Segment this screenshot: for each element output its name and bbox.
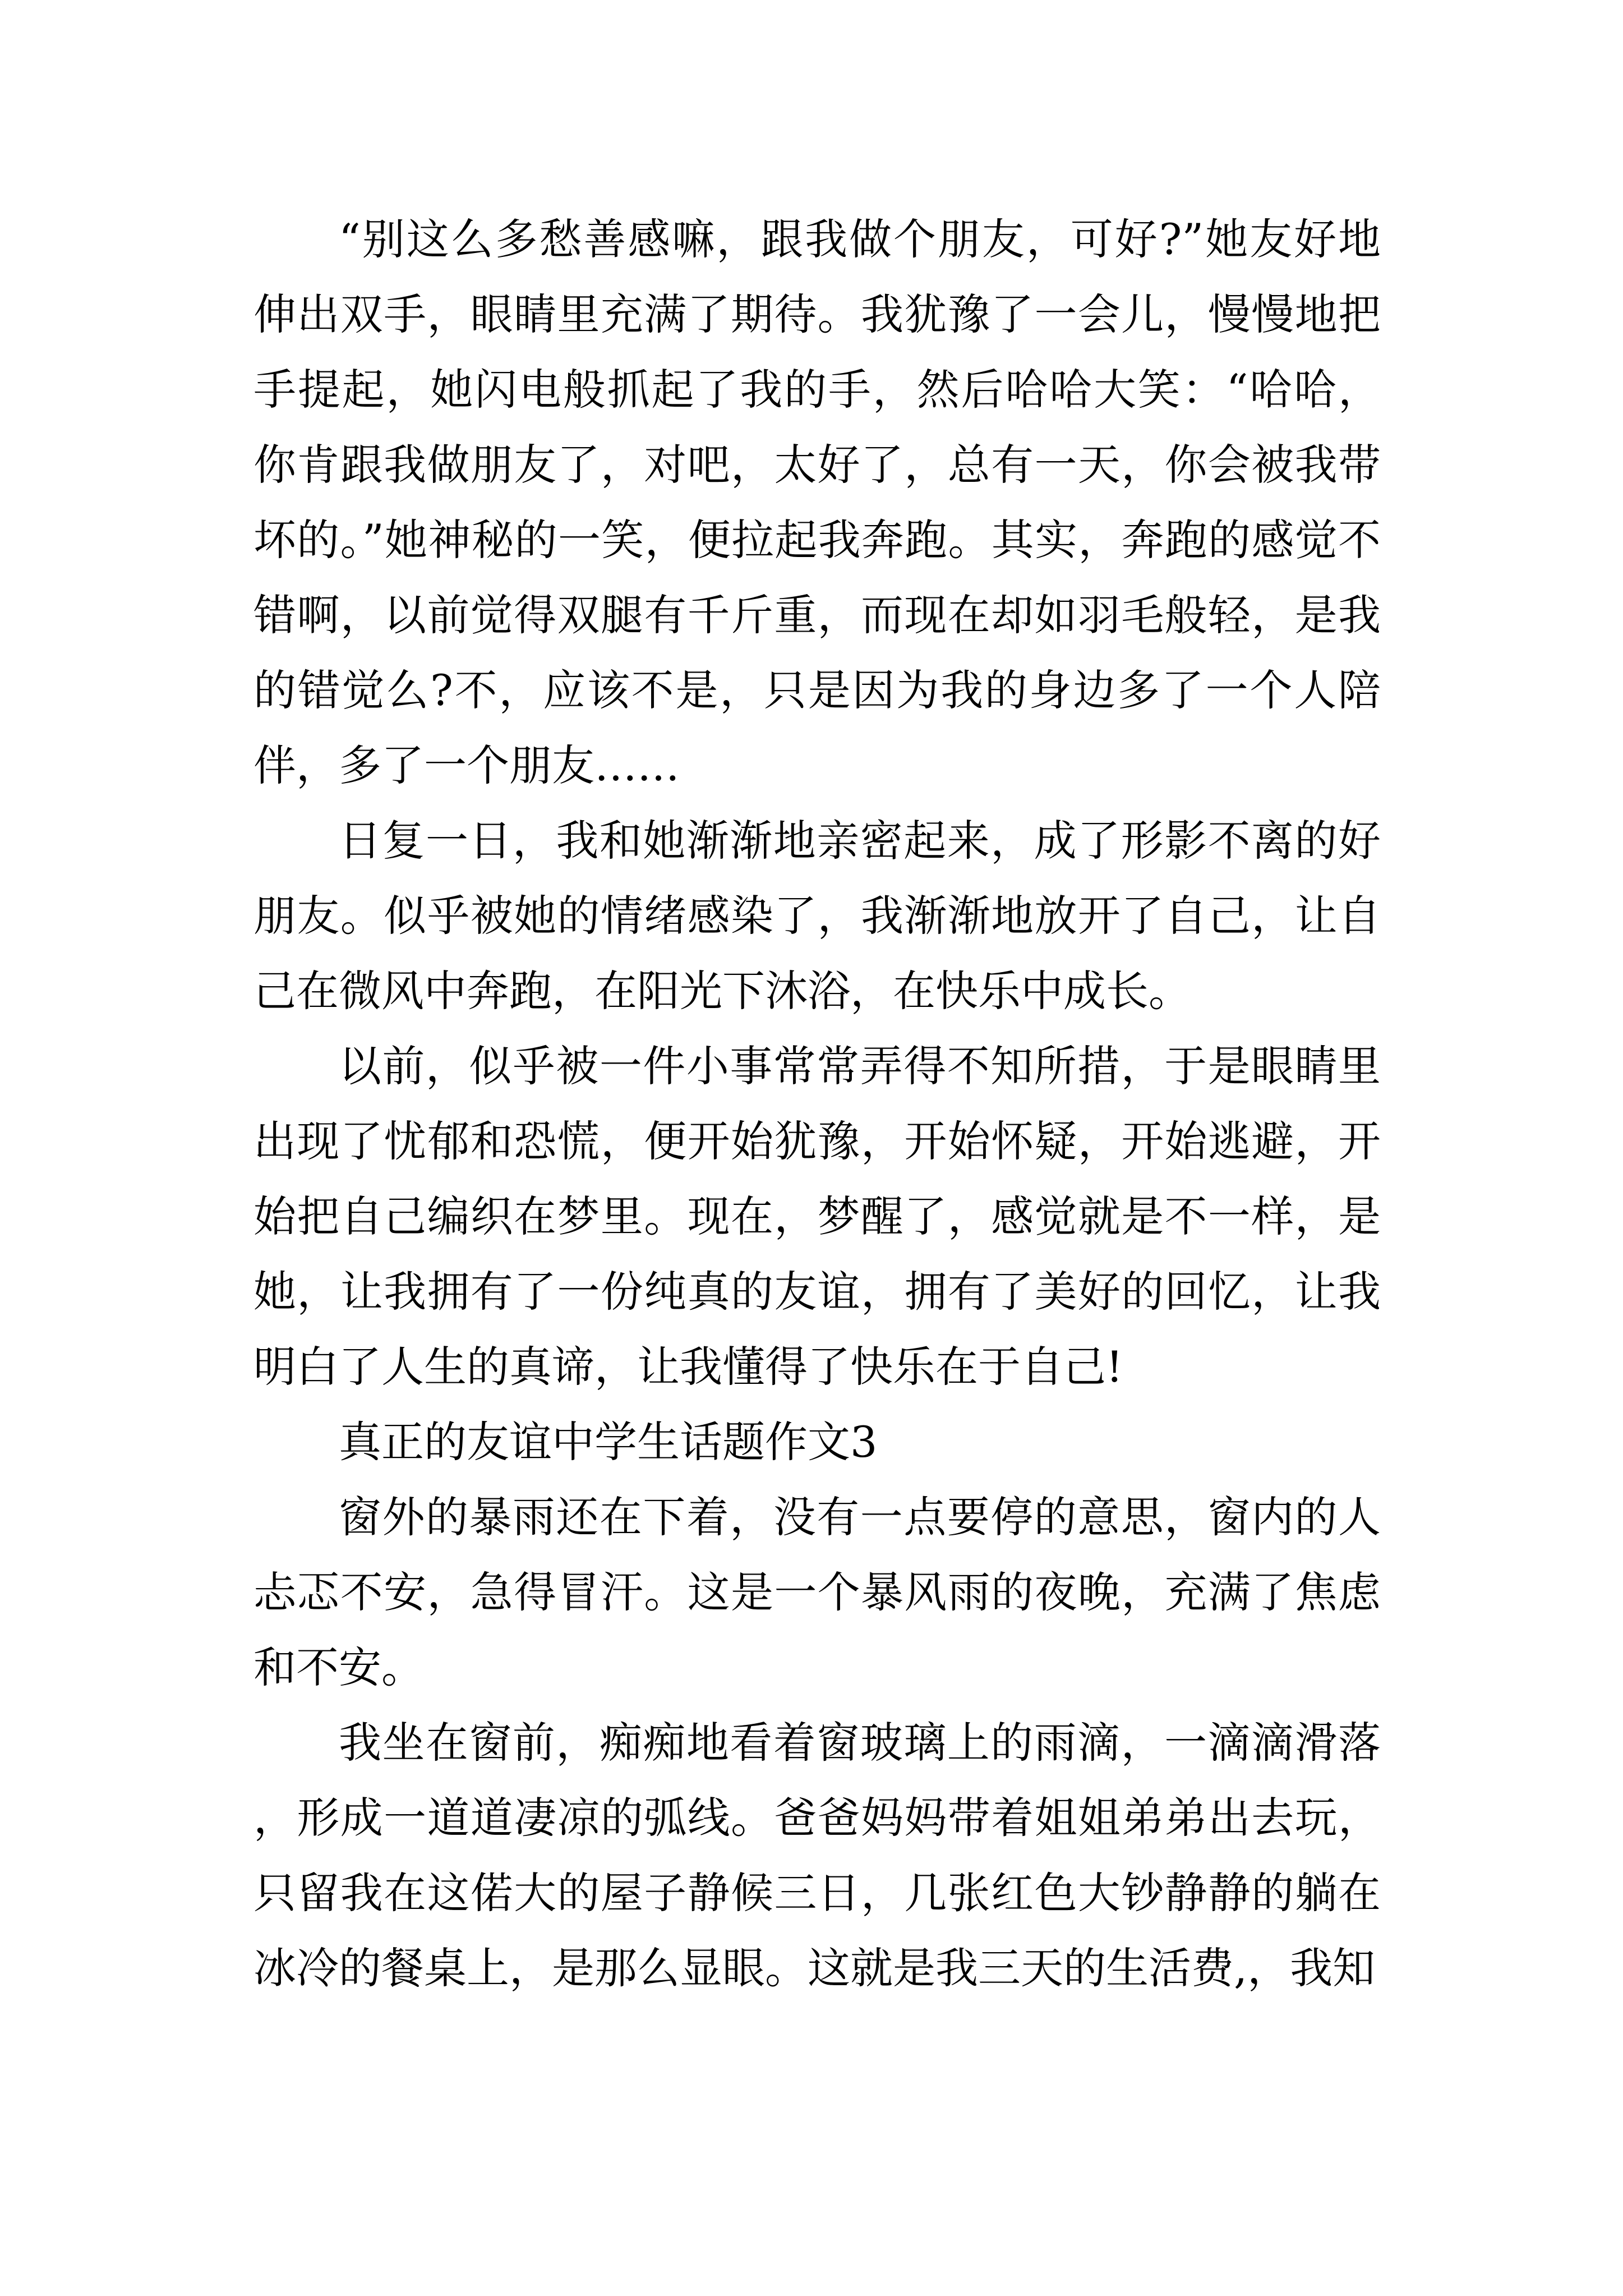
document-body (253, 202, 1381, 2006)
paragraph-growing-closer: 日复一日，我和她渐渐地亲密起来，成了形影不离的好朋友。似乎被她的情绪感染了，我渐渐地放开了自己，让自己在微风中奔跑，在阳光下沐浴，在快乐中成长。 (253, 816, 1381, 1016)
paragraph-friend-invitation: “别这么多愁善感嘛，跟我做个朋友，可好?”她友好地伸出双手，眼睛里充满了期待。我犹豫了一会儿，慢慢地把手提起，她闪电般抓起了我的手，然后哈哈大笑：“哈哈，你肯跟我做朋友了，对吧，太好了，总有一天，你会被我带坏的。”她神秘的一笑，便拉起我奔跑。其实，奔跑的感觉不错啊，以前觉得双腿有千斤重，而现在却如羽毛般轻，是我的错觉么?不，应该不是，只是因为我的身边多了一个人陪伴，多了一个朋友…… (253, 214, 1381, 790)
paragraph-storm-night: 窗外的暴雨还在下着，没有一点要停的意思，窗内的人忐忑不安，急得冒汗。这是一个暴风雨的夜晚，充满了焦虑和不安。 (253, 1492, 1381, 1692)
paragraph-by-the-window: 我坐在窗前，痴痴地看着窗玻璃上的雨滴，一滴滴滑落，形成一道道凄凉的弧线。爸爸妈妈带着姐姐弟弟出去玩，只留我在这偌大的屋子静候三日，几张红色大钞静静的躺在冰冷的餐桌上，是那么显眼。这就是我三天的生活费,，我知 (253, 1718, 1381, 1993)
essay-heading: 真正的友谊中学生话题作文3 (339, 1417, 878, 1467)
paragraph-reflection: 以前，似乎被一件小事常常弄得不知所措，于是眼睛里出现了忧郁和恐慌，便开始犹豫，开始怀疑，开始逃避，开始把自己编织在梦里。现在，梦醒了，感觉就是不一样，是她，让我拥有了一份纯真的友谊，拥有了美好的回忆，让我明白了人生的真谛，让我懂得了快乐在于自己! (253, 1041, 1381, 1392)
